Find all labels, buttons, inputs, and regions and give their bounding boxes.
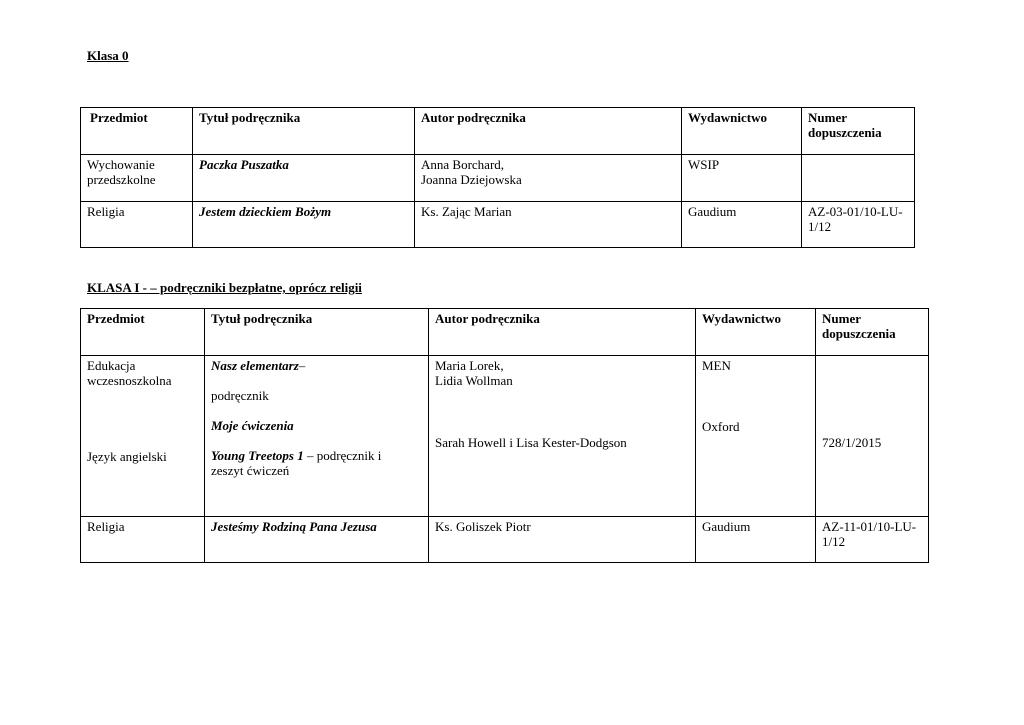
table-row [81,202,915,248]
header-przedmiot: Przedmiot [81,108,193,155]
table-row [81,155,915,202]
cell-tytul: Jesteśmy Rodziną Pana Jezusa [205,517,429,563]
cell-wydawnictwo: Gaudium [696,517,816,563]
klasa1-table [80,308,929,563]
header-autor: Autor podręcznika [415,108,682,155]
klasa0-table [80,107,915,248]
header-numer: Numer dopuszczenia [802,108,915,155]
cell-wydawnictwo: MEN Oxford [696,356,816,517]
cell-przedmiot: Religia [81,517,205,563]
cell-numer [802,155,915,202]
header-numer: Numer dopuszczenia [816,309,929,356]
klasa0-heading: Klasa 0 [87,48,129,63]
cell-autor: Maria Lorek, Lidia Wollman Sarah Howell i Lisa Kester-Dodgson [429,356,696,517]
cell-autor: Anna Borchard, Joanna Dziejowska [415,155,682,202]
header-tytul: Tytuł podręcznika [205,309,429,356]
cell-przedmiot: Religia [81,202,193,248]
header-wydawnictwo: Wydawnictwo [696,309,816,356]
table-row [81,356,929,517]
cell-autor: Ks. Goliszek Piotr [429,517,696,563]
cell-numer: AZ-11-01/10-LU-1/12 [816,517,929,563]
header-tytul: Tytuł podręcznika [193,108,415,155]
title-moje-cwiczenia: Moje ćwiczenia [211,418,294,433]
cell-tytul: Paczka Puszatka [193,155,415,202]
cell-przedmiot: Wychowanie przedszkolne [81,155,193,202]
przedmiot-edukacja: Edukacja wczesnoszkolna [87,358,172,388]
cell-przedmiot [81,356,205,517]
klasa1-heading: KLASA I - – podręczniki bezpłatne, oprócz religii [87,280,362,295]
header-przedmiot: Przedmiot [81,309,205,356]
table-header-row [81,309,929,356]
cell-tytul: Nasz elementarz– podręcznik Moje ćwiczenia Young Treetops 1 – podręcznik i zeszyt ćwiczeń [205,356,429,517]
table-header-row [81,108,915,155]
przedmiot-angielski: Język angielski [87,449,167,464]
header-autor: Autor podręcznika [429,309,696,356]
header-wydawnictwo: Wydawnictwo [682,108,802,155]
cell-autor: Ks. Zając Marian [415,202,682,248]
cell-wydawnictwo: WSIP [682,155,802,202]
table-row [81,517,929,563]
title-nasz-elementarz: Nasz elementarz [211,358,299,373]
cell-wydawnictwo: Gaudium [682,202,802,248]
cell-numer: AZ-03-01/10-LU-1/12 [802,202,915,248]
title-young-treetops: Young Treetops 1 [211,448,304,463]
cell-numer: 728/1/2015 [816,356,929,517]
cell-tytul: Jestem dzieckiem Bożym [193,202,415,248]
